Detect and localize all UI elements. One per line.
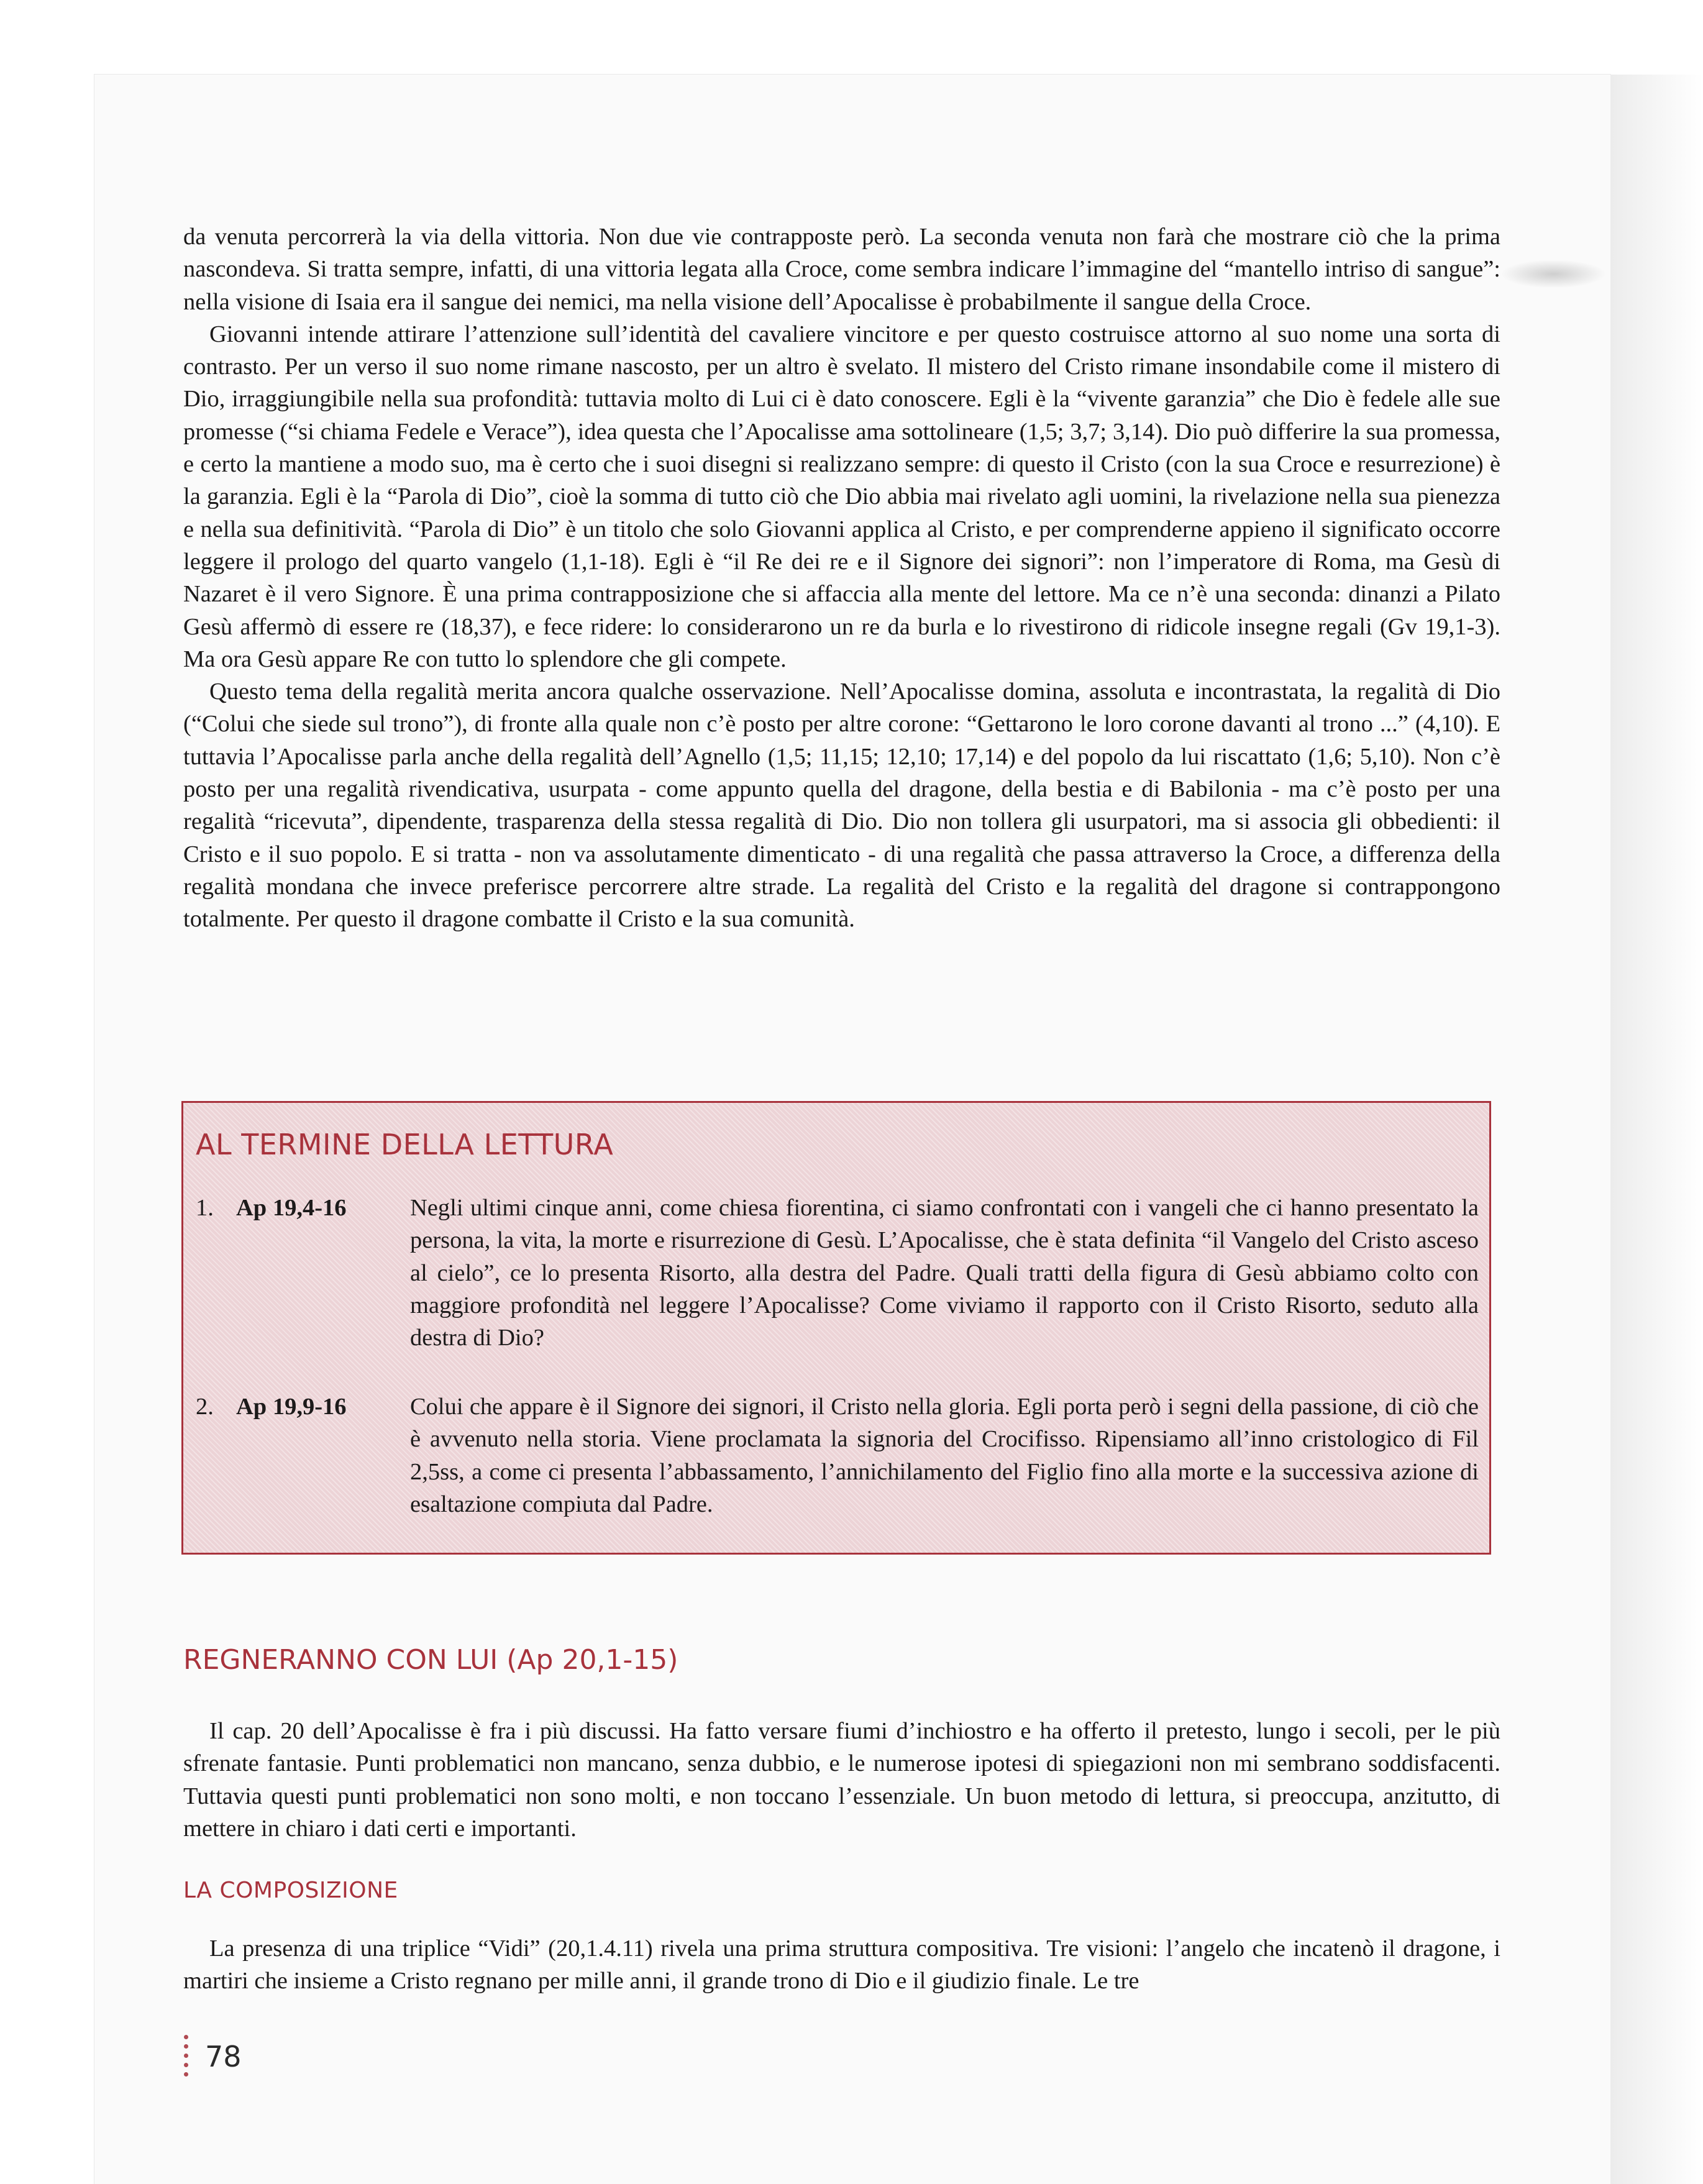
scan-smudge	[1500, 260, 1606, 288]
question-reference: Ap 19,9-16	[236, 1394, 347, 1420]
page-number: 78	[205, 2040, 242, 2073]
question-number: 1.	[196, 1195, 214, 1221]
subsection-paragraph: La presenza di una triplice “Vidi” (20,1.4.11) rivela una prima struttura compositiva. Tre visioni: l’angelo che incatenò il dragone, i martiri che insieme a Cristo regnano per mille anni, il grande trono di Dio e il giudizio finale. Le tre	[183, 1935, 1500, 1994]
page-edge-shadow	[1610, 75, 1703, 2184]
question-item-1	[196, 1192, 1479, 1354]
paragraph-3: Questo tema della regalità merita ancora qualche osservazione. Nell’Apocalisse domina, assoluta e incontrastata, la regalità di Dio (“Colui che siede sul trono”), di fronte alla quale non c’è posto per altre corone: “Gettarono le loro corone davanti al trono ...” (4,10). E tuttavia l’Apocalisse parla anche della regalità dell’Agnello (1,5; 11,15; 12,10; 17,14) e del popolo da lui riscattato (1,6; 5,10). Non c’è posto per una regalità rivendicativa, usurpata - come appunto quella del dragone, della bestia e di Babilonia - ma c’è posto per una regalità “ricevuta”, dipendente, trasparenza della stessa regalità di Dio. Dio non tollera gli usurpatori, ma si associa gli obbedienti: il Cristo e il suo popolo. E si tratta - non va assolutamente dimenticato - di una regalità che passa attraverso la Croce, a differenza della regalità mondana che invece preferisce percorrere altre strade. La regalità del Cristo e la regalità del dragone si contrappongono totalmente. Per questo il dragone combatte il Cristo e la sua comunità.	[183, 679, 1500, 933]
question-number: 2.	[196, 1394, 214, 1420]
reading-questions-box	[181, 1101, 1491, 1555]
question-text: Colui che appare è il Signore dei signori, il Cristo nella gloria. Egli porta però i segni della passione, di ciò che è avvenuto nella storia. Viene proclamata la signoria del Crocifisso. Ripensiamo all’inno cristologico di Fil 2,5ss, a come ci presenta l’abbassamento, l’annichilamento del Figlio fino alla morte e la successiva azione di esaltazione compiuta dal Padre.	[410, 1394, 1479, 1517]
question-item-2	[196, 1391, 1479, 1520]
footer-dots	[184, 2035, 189, 2081]
box-title: AL TERMINE DELLA LETTURA	[196, 1128, 614, 1161]
main-text	[183, 221, 1500, 936]
paragraph-1: da venuta percorrerà la via della vittoria. Non due vie contrapposte però. La seconda venuta non farà che mostrare ciò che la prima nascondeva. Si tratta sempre, infatti, di una vittoria legata alla Croce, come sembra indicare l’immagine del “mantello intriso di sangue”: nella visione di Isaia era il sangue dei nemici, ma nella visione dell’Apocalisse è probabilmente il sangue della Croce.	[183, 224, 1500, 315]
section-heading: REGNERANNO CON LUI (Ap 20,1-15)	[183, 1644, 678, 1676]
section-paragraph: Il cap. 20 dell’Apocalisse è fra i più discussi. Ha fatto versare fiumi d’inchiostro e ha offerto il pretesto, lungo i secoli, per le più sfrenate fantasie. Punti problematici non mancano, senza dubbio, e le numerose ipotesi di spiegazioni non mi sembrano soddisfacenti. Tuttavia questi punti problematici non sono molti, e non toccano l’essenziale. Un buon metodo di lettura, si preoccupa, anzitutto, di mettere in chiaro i dati certi e importanti.	[183, 1718, 1500, 1842]
paragraph-2: Giovanni intende attirare l’attenzione sull’identità del cavaliere vincitore e per questo costruisce attorno al suo nome una sorta di contrasto. Per un verso il suo nome rimane nascosto, per un altro è svelato. Il mistero del Cristo rimane insondabile come il mistero di Dio, irraggiungibile nella sua profondità: tuttavia molto di Lui ci è dato conoscere. Egli è la “vivente garanzia” che Dio è fedele alle sue promesse (“si chiama Fedele e Verace”), idea questa che l’Apocalisse ama sottolineare (1,5; 3,7; 3,14). Dio può differire la sua promessa, e certo la mantiene a modo suo, ma è certo che i suoi disegni si realizzano sempre: di questo il Cristo (con la sua Croce e resurrezione) è la garanzia. Egli è la “Parola di Dio”, cioè la somma di tutto ciò che Dio abbia mai rivelato agli uomini, la rivelazione nella sua pienezza e nella sua definitività. “Parola di Dio” è un titolo che solo Giovanni applica al Cristo, e per comprenderne appieno il significato occorre leggere il prologo del quarto vangelo (1,1-18). Egli è “il Re dei re e il Signore dei signori”: non l’imperatore di Roma, ma Gesù di Nazaret è il vero Signore. È una prima contrapposizione che si affaccia alla mente del lettore. Ma ce n’è una seconda: dinanzi a Pilato Gesù affermò di essere re (18,37), e fece ridere: lo considerarono un re da burla e lo rivestirono di ridicole insegne regali (Gv 19,1-3). Ma ora Gesù appare Re con tutto lo splendore che gli compete.	[183, 321, 1500, 672]
section-body	[183, 1715, 1500, 1845]
question-text: Negli ultimi cinque anni, come chiesa fiorentina, ci siamo confrontati con i vangeli che ci hanno presentato la persona, la vita, la morte e risurrezione di Gesù. L’Apocalisse, che è stata definita “il Vangelo del Cristo asceso al cielo”, ce lo presenta Risorto, alla destra del Padre. Quali tratti della figura di Gesù abbiamo colto con maggiore profondità nel leggere l’Apocalisse? Come viviamo il rapporto con il Cristo Risorto, seduto alla destra di Dio?	[410, 1195, 1479, 1351]
question-reference: Ap 19,4-16	[236, 1195, 347, 1221]
subsection-heading: LA COMPOSIZIONE	[183, 1878, 398, 1903]
subsection-body	[183, 1932, 1500, 1998]
